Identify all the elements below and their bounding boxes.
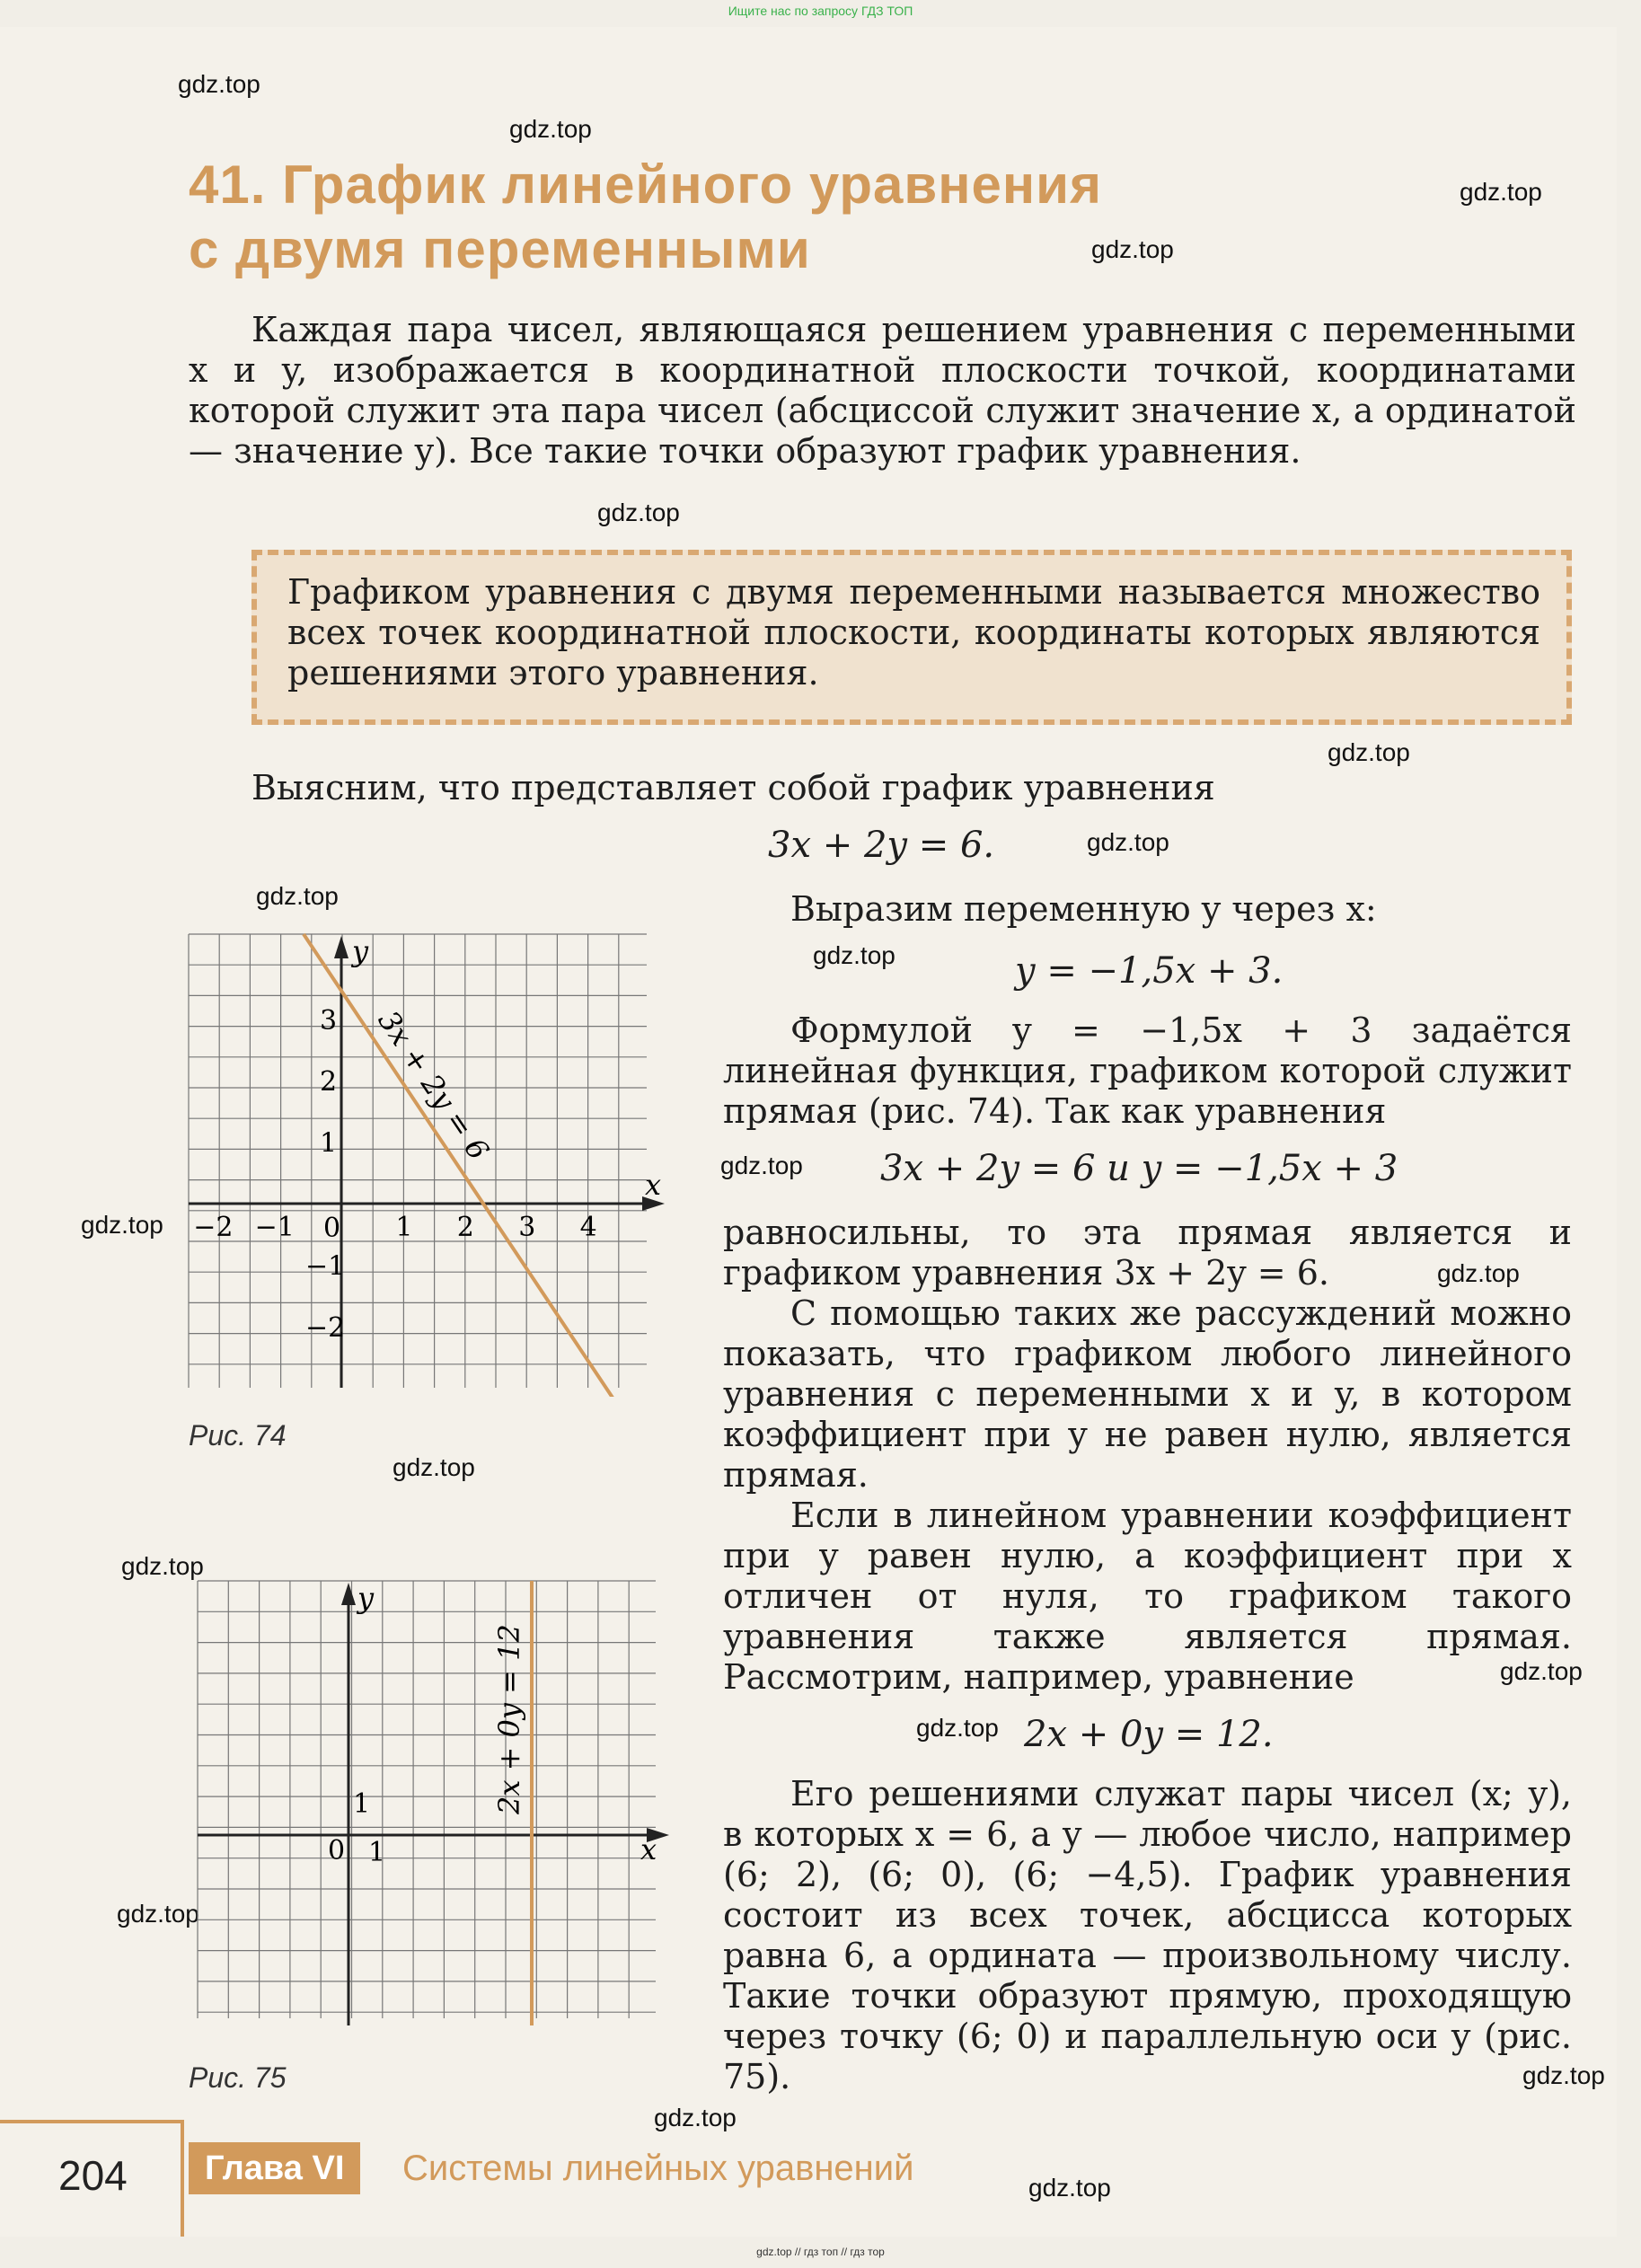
origin-label: 0 — [323, 1213, 341, 1244]
x-tick-label: 2 — [456, 1212, 474, 1243]
chapter-badge: Глава VI — [189, 2142, 360, 2194]
figure-74-caption: Рис. 74 — [189, 1419, 287, 1452]
x-tick-label: −2 — [193, 1212, 234, 1243]
watermark: gdz.top — [256, 882, 339, 910]
watermark: gdz.top — [720, 1152, 803, 1179]
bottom-note: gdz.top // гдз топ // гдз тор — [756, 2246, 885, 2258]
y-axis-label: y — [357, 1581, 375, 1615]
y-tick-label: 3 — [320, 1004, 338, 1037]
origin-label: 0 — [328, 1835, 346, 1866]
watermark: gdz.top — [117, 1900, 199, 1928]
figure-75-caption: Рис. 75 — [189, 2061, 287, 2094]
section-title-line1: 41. График линейного уравнения — [189, 154, 1103, 215]
watermark: gdz.top — [1437, 1259, 1520, 1287]
formula-paragraph: Формулой y = −1,5x + 3 задаётся линейная функция, графиком которой служит прямая (рис. 74). Так как уравнения — [723, 1010, 1572, 1131]
watermark: gdz.top — [178, 70, 260, 98]
equation-1: 3x + 2y = 6. — [768, 825, 995, 866]
x-tick-label: −1 — [254, 1212, 295, 1243]
general-paragraph: С помощью таких же рассуждений можно показать, что графиком любого линейного уравнения с переменными x и y, в котором коэффициент при y не равен нулю, является прямая. — [723, 1293, 1572, 1495]
equation-2: y = −1,5x + 3. — [1015, 950, 1284, 992]
solutions-paragraph: Его решениями служат пары чисел (x; y), в которых x = 6, а y — любое число, например (6; 2), (6; 0), (6; −4,5). График уравнения состоит из всех точек, абсцисса которых равна 6, а ордината — произвольному числу. Такие точки образуют прямую, проходящую через точку (6; 0) и параллельную оси y (рис. 75). — [723, 1774, 1572, 2096]
chapter-title: Системы линейных уравнений — [402, 2149, 914, 2188]
line-label: 2x + 0y = 12 — [492, 1624, 526, 1814]
zero-coefficient-paragraph: Если в линейном уравнении коэффициент при y равен нулю, а коэффициент при x отличен от нуля, то графиком такого уравнения также является прямая. Рассмотрим, например, уравнение — [723, 1496, 1572, 1697]
watermark: gdz.top — [1500, 1657, 1583, 1685]
watermark: gdz.top — [1460, 178, 1542, 206]
watermark: gdz.top — [654, 2104, 737, 2131]
y-tick-label: −1 — [305, 1250, 346, 1283]
watermark: gdz.top — [916, 1714, 999, 1742]
definition-text: Графиком уравнения с двумя переменными называется множество всех точек координатной плоскости, координаты которых являются решениями этого уравнения. — [287, 572, 1540, 693]
y-axis-arrow-icon — [334, 936, 348, 958]
y-axis-label: y — [352, 934, 369, 968]
watermark: gdz.top — [509, 115, 592, 143]
watermark: gdz.top — [1328, 738, 1410, 766]
section-title-line2: с двумя переменными — [189, 219, 811, 279]
x-tick-label: 4 — [579, 1212, 597, 1243]
y-axis-arrow-icon — [341, 1583, 356, 1605]
equivalence-paragraph: равносильны, то эта прямая является и графиком уравнения 3x + 2y = 6. — [723, 1213, 1572, 1293]
watermark: gdz.top — [1091, 235, 1174, 263]
equation-3: 3x + 2y = 6 и y = −1,5x + 3 — [880, 1148, 1398, 1189]
x-axis-label: x — [645, 1168, 662, 1202]
watermark: gdz.top — [121, 1552, 204, 1580]
x-tick-label: 1 — [368, 1837, 386, 1868]
x-tick-label: 1 — [395, 1212, 413, 1243]
watermark: gdz.top — [1087, 828, 1169, 856]
section-title — [189, 153, 1102, 282]
line-label: 3x + 2y = 6 — [371, 1004, 496, 1167]
explore-text: Выясним, что представляет собой график уравнения — [251, 768, 1215, 807]
figure-74 — [180, 925, 669, 1397]
equation-4: 2x + 0y = 12. — [1024, 1714, 1274, 1755]
y-tick-label: 2 — [320, 1066, 338, 1099]
watermark: gdz.top — [1028, 2174, 1111, 2202]
top-note: Ищите нас по запросу ГДЗ ТОП — [728, 4, 913, 18]
y-tick-label: −2 — [305, 1311, 346, 1344]
figure-75 — [189, 1572, 669, 2030]
watermark: gdz.top — [1522, 2061, 1605, 2089]
watermark: gdz.top — [81, 1211, 163, 1239]
y-tick-label: 1 — [353, 1788, 371, 1820]
express-text: Выразим переменную y через x: — [790, 889, 1377, 929]
y-tick-label: 1 — [320, 1127, 338, 1160]
watermark: gdz.top — [597, 499, 680, 526]
page-number: 204 — [58, 2152, 128, 2199]
intro-paragraph: Каждая пара чисел, являющаяся решением уравнения с переменными x и y, изображается в координатной плоскости точкой, координатами которой служит эта пара чисел (абсциссой служит значение x, а ординатой — значение y). Все такие точки образуют график уравнения. — [189, 310, 1576, 471]
graph-line — [304, 934, 613, 1397]
x-tick-label: 3 — [518, 1212, 536, 1243]
x-axis-label: x — [640, 1832, 657, 1866]
watermark: gdz.top — [813, 941, 895, 969]
watermark: gdz.top — [393, 1453, 475, 1481]
